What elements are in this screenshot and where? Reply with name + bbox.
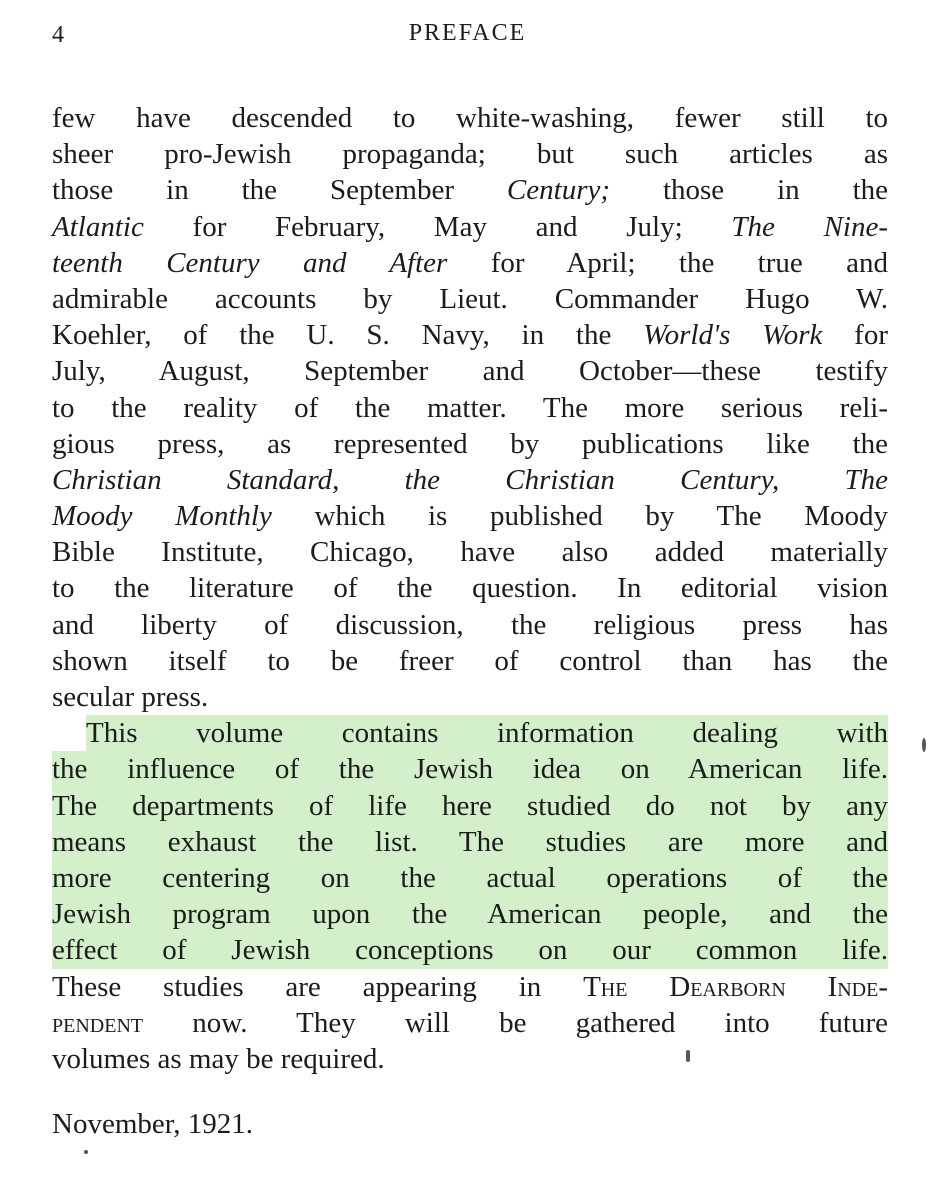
body-text (52, 100, 888, 1077)
text-line: few have descended to white-washing, fewer still to (52, 102, 888, 134)
text-line: secular press. (52, 681, 209, 713)
text-line: Koehler, of the U. S. Navy, in the World's Work for (52, 319, 888, 352)
text-line: July, August, September and October—these testify (52, 355, 888, 388)
highlighted-line[interactable]: effect of Jewish conceptions on our common life. (52, 932, 888, 968)
page-number: 4 (52, 22, 64, 48)
text-line: Bible Institute, Chicago, have also added materially (52, 536, 888, 569)
scan-speck (686, 1050, 690, 1062)
running-head: PREFACE (408, 20, 527, 46)
text-line: gious press, as represented by publications like the (52, 427, 888, 460)
text-line: shown itself to be freer of control than has the (52, 644, 888, 677)
highlighted-line[interactable]: This volume contains information dealing with (86, 715, 888, 751)
text-line: to the reality of the matter. The more serious reli- (52, 391, 888, 424)
highlighted-line[interactable]: the influence of the Jewish idea on American life. (52, 751, 888, 787)
highlighted-line[interactable]: more centering on the actual operations of the (52, 860, 888, 896)
text-line: those in the September Century; those in the (52, 174, 888, 207)
text-line: sheer pro-Jewish propaganda; but such articles as (52, 138, 888, 171)
text-line: admirable accounts by Lieut. Commander Hugo W. (52, 282, 888, 315)
highlighted-line[interactable]: Jewish program upon the American people, and the (52, 896, 888, 932)
highlighted-line[interactable]: The departments of life here studied do not by any (52, 788, 888, 824)
text-line: Moody Monthly which is published by The Moody (52, 500, 888, 533)
scan-speck (84, 1150, 88, 1154)
publication-name-cont: pendent (52, 1006, 144, 1039)
text-line: These studies are appearing in The Dearborn Inde- (52, 970, 888, 1003)
date-line: November, 1921. (52, 1108, 253, 1140)
highlighted-line[interactable]: means exhaust the list. The studies are more and (52, 824, 888, 860)
text-line: Atlantic for February, May and July; The Nine- (52, 210, 888, 243)
page-header (0, 18, 935, 54)
text-line: teenth Century and After for April; the true and (52, 246, 888, 279)
text-line: to the literature of the question. In editorial vision (52, 572, 888, 605)
text-line: pendent now. They will be gathered into future (52, 1006, 888, 1039)
publication-name: The Dearborn Inde- (583, 970, 888, 1003)
scan-speck (922, 738, 926, 752)
text-line: Christian Standard, the Christian Century, The (52, 463, 888, 496)
text-line: volumes as may be required. (52, 1042, 385, 1075)
text-line: and liberty of discussion, the religious press has (52, 608, 888, 641)
